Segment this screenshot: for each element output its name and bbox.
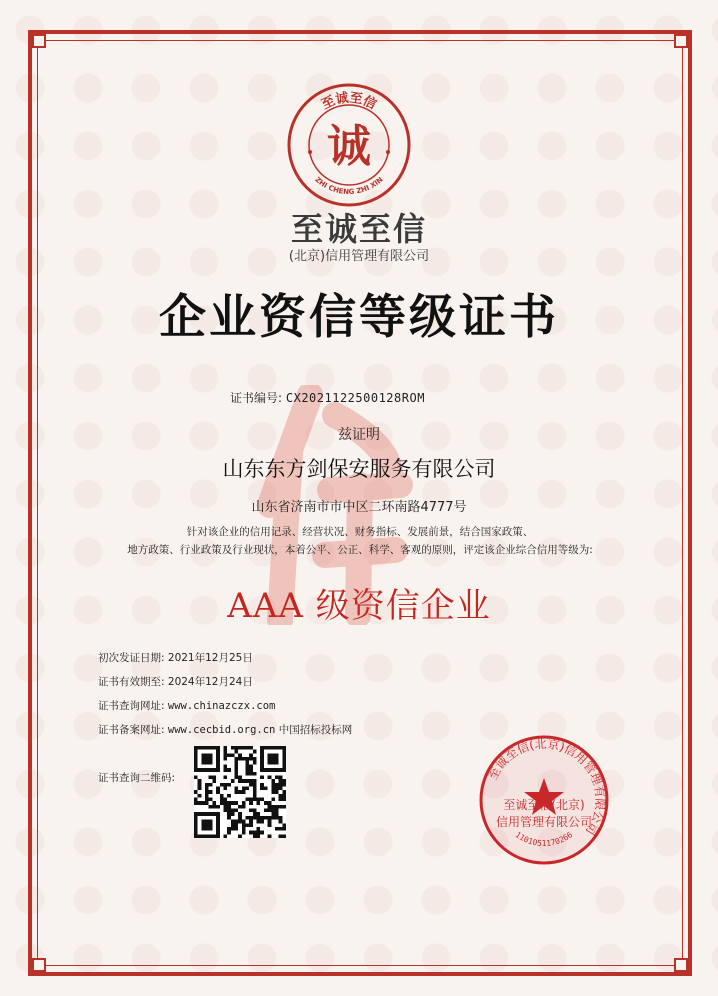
description-line-1: 针对该企业的信用记录、经营状况、财务指标、发展前景，结合国家政策、 <box>186 526 534 538</box>
certificate-title: 企业资信等级证书 <box>159 290 559 345</box>
corner-ornament-br <box>674 958 688 972</box>
issue-date-label: 初次发证日期: <box>98 652 165 664</box>
query-site-row <box>98 698 275 713</box>
certificate-number: CX2021122500128ROM <box>285 391 425 405</box>
logo-top-text: 至诚至信 <box>319 90 379 113</box>
certificate-number-label: 证书编号: <box>230 391 283 405</box>
issuer-subtitle: (北京)信用管理有限公司 <box>288 249 430 264</box>
qr-label: 证书查询二维码: <box>98 772 176 784</box>
valid-until: 2024年12月24日 <box>167 676 253 688</box>
seal-ring-text: 至诚至信(北京)信用管理有限公司 <box>485 736 608 838</box>
logo-bottom-text: ZHI CHENG ZHI XIN <box>313 175 385 197</box>
seal-code: 1101051170266 <box>513 830 575 849</box>
seal-line-2: 信用管理有限公司 <box>495 815 593 829</box>
record-site-label: 证书备案网址: <box>98 724 165 736</box>
record-site-link[interactable]: www.cecbid.org.cn <box>167 724 276 736</box>
logo-center-char: 诚 <box>327 121 371 172</box>
corner-ornament-tr <box>674 34 688 48</box>
svg-text:至诚至信 <box>319 90 379 113</box>
valid-until-row <box>98 674 253 689</box>
corner-ornament-bl <box>32 958 46 972</box>
svg-text:ZHI CHENG ZHI XIN <box>313 175 384 196</box>
record-site-row <box>98 722 352 737</box>
valid-until-label: 证书有效期至: <box>98 676 165 688</box>
corner-ornament-tl <box>32 34 46 48</box>
issuer-logo <box>286 82 412 208</box>
seal-line-1: 至诚至信(北京) <box>503 798 585 812</box>
query-site-link[interactable]: www.chinazczx.com <box>167 700 276 712</box>
issue-date: 2021年12月25日 <box>167 652 253 664</box>
qr-code[interactable] <box>194 746 286 838</box>
holder-company: 山东东方剑保安服务有限公司 <box>222 457 496 481</box>
issuer-name: 至诚至信 <box>290 210 427 248</box>
hereby-certify: 兹证明 <box>338 427 380 443</box>
holder-address: 山东省济南市市中区二环南路4777号 <box>251 500 467 515</box>
query-site-label: 证书查询网址: <box>98 700 165 712</box>
official-seal <box>478 734 610 866</box>
description-line-2: 地方政策、行业政策及行业现状，本着公平、公正、科学、客观的原则，评定该企业综合信用等级为: <box>127 544 593 556</box>
record-site-name: 中国招标投标网 <box>278 724 353 736</box>
credit-grade: AAA 级资信企业 <box>227 586 491 626</box>
certificate-number-row <box>230 389 425 406</box>
issue-date-row <box>98 650 253 665</box>
